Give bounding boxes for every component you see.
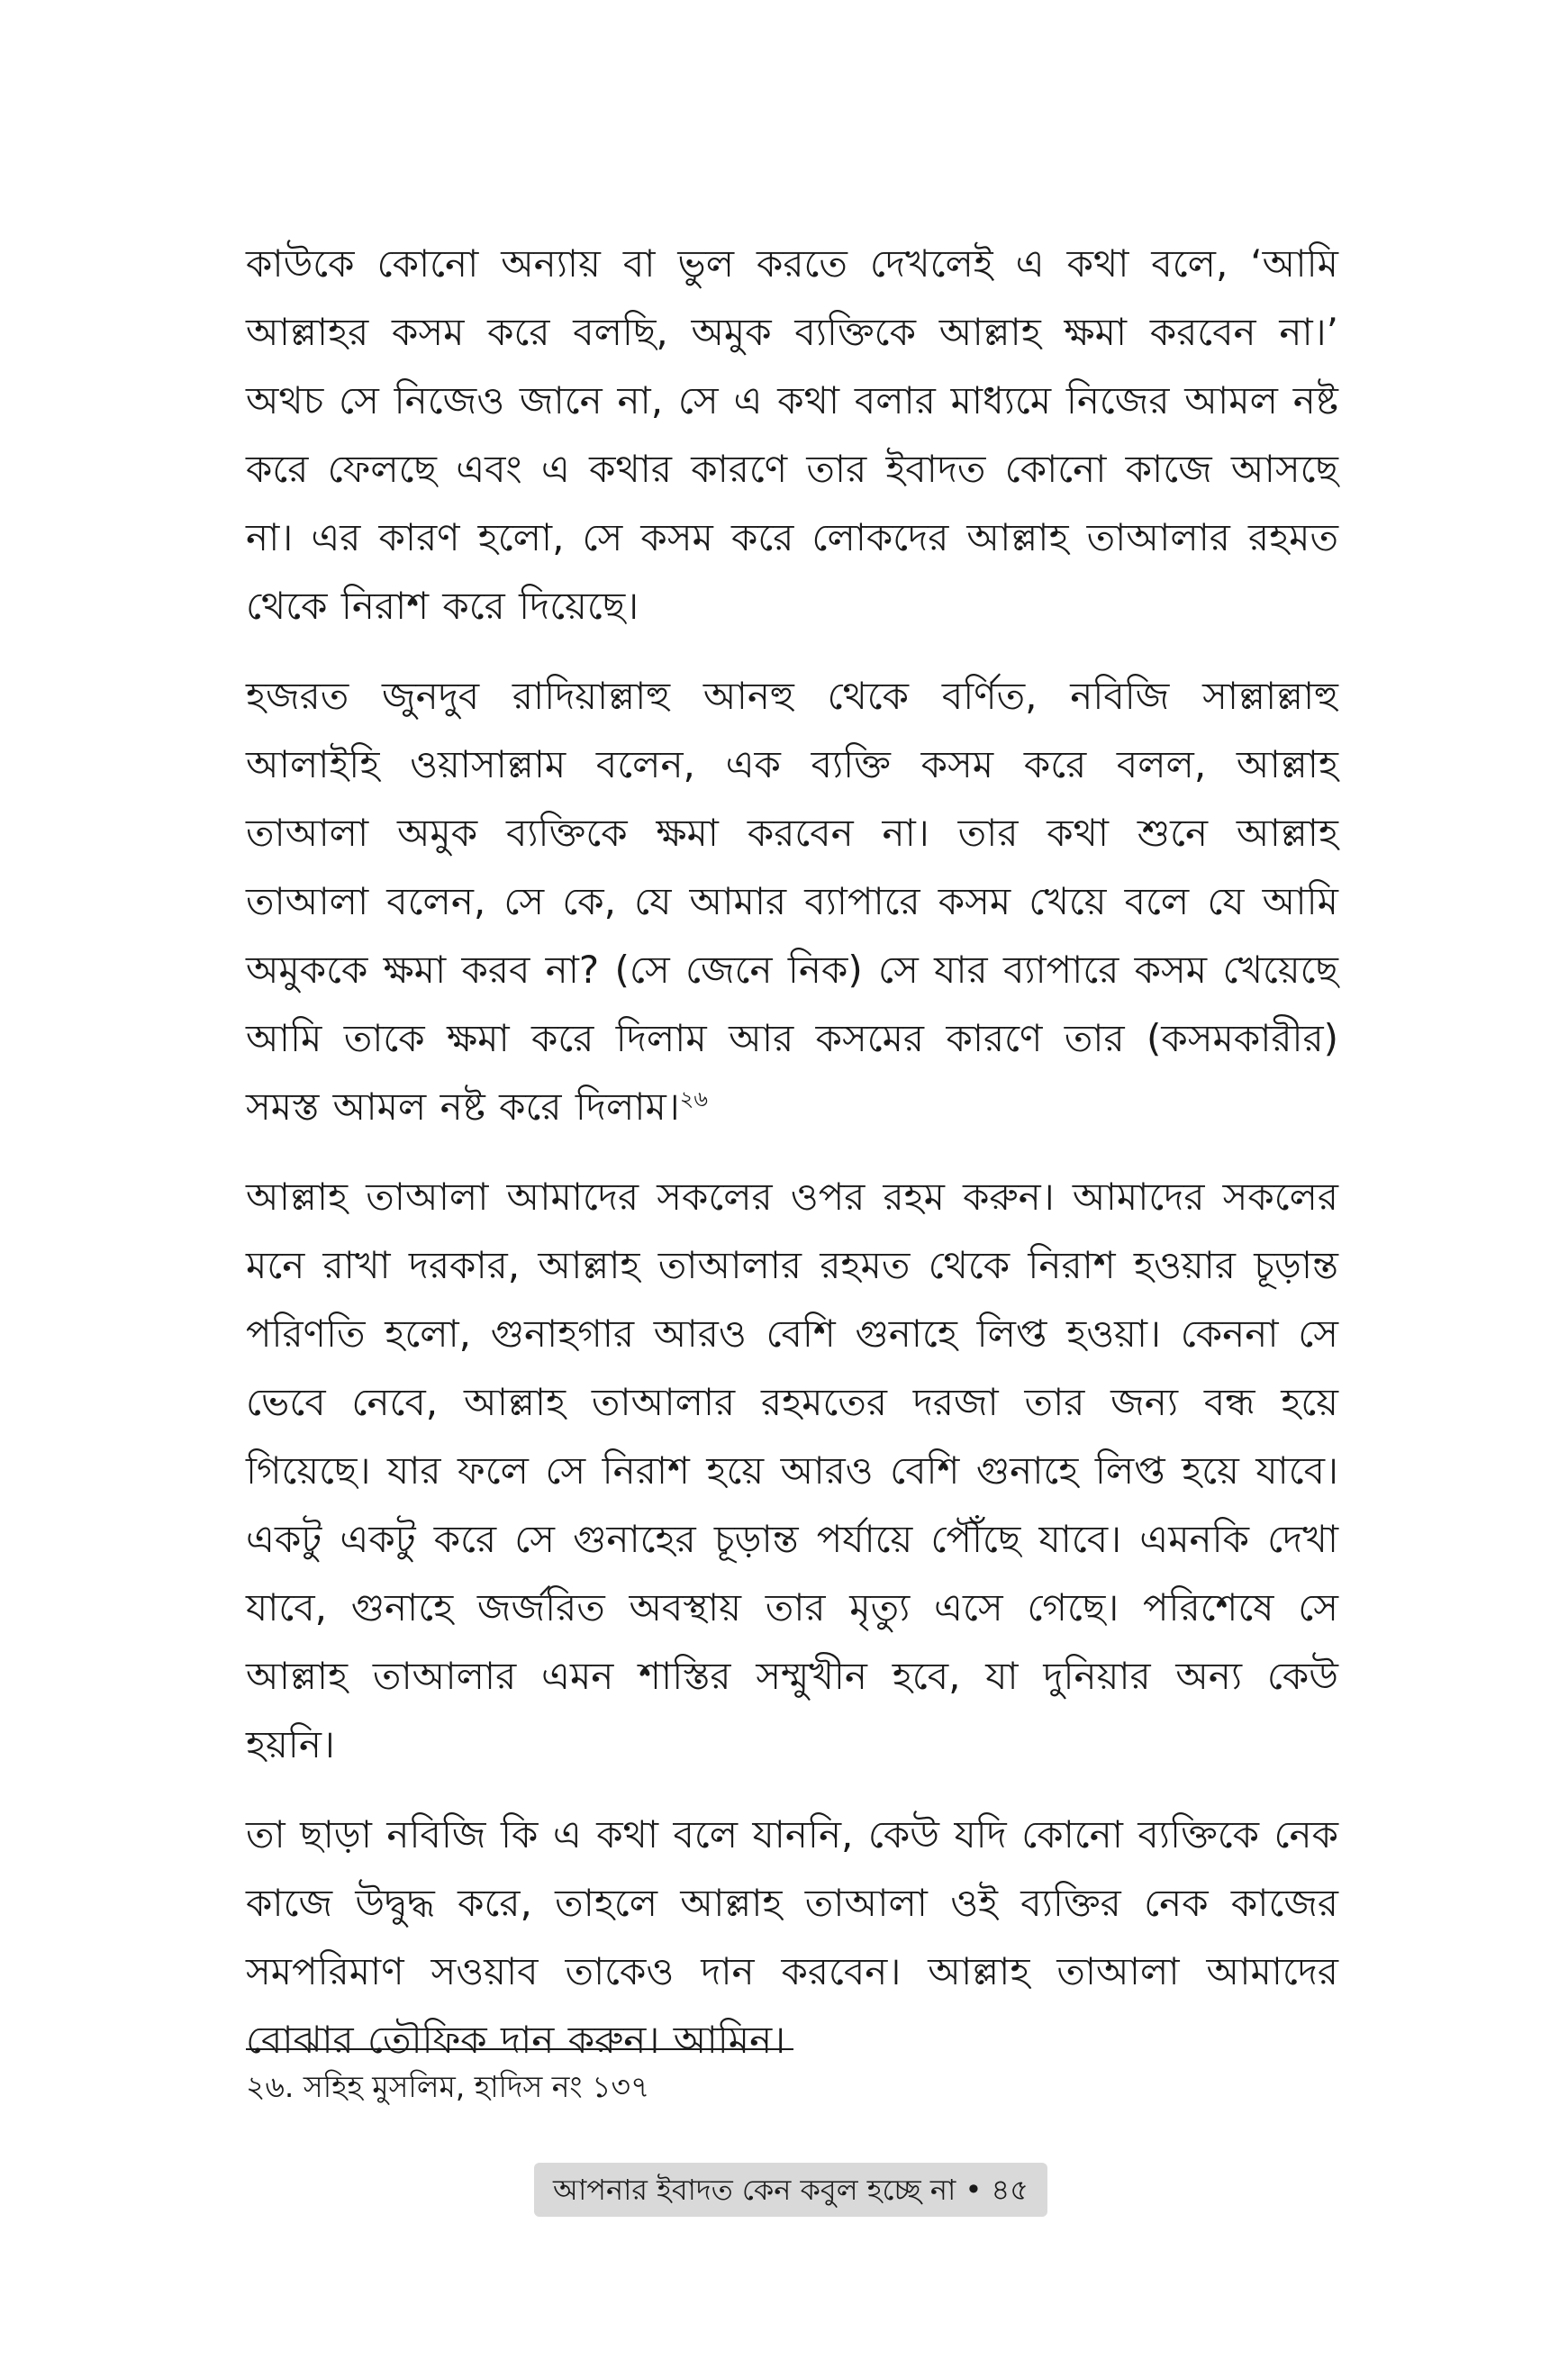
footer-book-title: আপনার ইবাদত কেন কবুল হচ্ছে না — [552, 2173, 956, 2207]
body-text — [246, 230, 1338, 2096]
page-number: ৪৫ — [991, 2173, 1029, 2207]
paragraph-2-text: হজরত জুনদুব রাদিয়াল্লাহু আনহু থেকে বর্ণিত, নবিজি সাল্লাল্লাহু আলাইহি ওয়াসাল্লাম বলেন, এক ব্যক্তি কসম করে বলল, আল্লাহ তাআলা অমুক ব্যক্তিকে ক্ষমা করবেন না। তার কথা শুনে আল্লাহ তাআলা বলেন, সে কে, যে আমার ব্যাপারে কসম খেয়ে বলে যে আমি অমুককে ক্ষমা করব না? (সে জেনে নিক) সে যার ব্যাপারে কসম খেয়েছে আমি তাকে ক্ষমা করে দিলাম আর কসমের কারণে তার (কসমকারীর) সমস্ত আমল নষ্ট করে দিলাম। — [246, 674, 1338, 1129]
paragraph-1-text: কাউকে কোনো অন্যায় বা ভুল করতে দেখলেই এ কথা বলে, ‘আমি আল্লাহর কসম করে বলছি, অমুক ব্যক্তিকে আল্লাহ ক্ষমা করবেন না।’ অথচ সে নিজেও জানে না, সে এ কথা বলার মাধ্যমে নিজের আমল নষ্ট করে ফেলছে এবং এ কথার কারণে তার ইবাদত কোনো কাজে আসছে না। এর কারণ হলো, সে কসম করে লোকদের আল্লাহ তাআলার রহমত থেকে নিরাশ করে দিয়েছে। — [246, 241, 1338, 628]
paragraph-3-text: আল্লাহ তাআলা আমাদের সকলের ওপর রহম করুন। আমাদের সকলের মনে রাখা দরকার, আল্লাহ তাআলার রহমত থেকে নিরাশ হওয়ার চূড়ান্ত পরিণতি হলো, গুনাহগার আরও বেশি গুনাহে লিপ্ত হওয়া। কেননা সে ভেবে নেবে, আল্লাহ তাআলার রহমতের দরজা তার জন্য বন্ধ হয়ে গিয়েছে। যার ফলে সে নিরাশ হয়ে আরও বেশি গুনাহে লিপ্ত হয়ে যাবে। একটু একটু করে সে গুনাহের চূড়ান্ত পর্যায়ে পৌঁছে যাবে। এমনকি দেখা যাবে, গুনাহে জর্জরিত অবস্থায় তার মৃত্যু এসে গেছে। পরিশেষে সে আল্লাহ তাআলার এমন শাস্তির সম্মুখীন হবে, যা দুনিয়ার অন্য কেউ হয়নি। — [246, 1175, 1338, 1766]
paragraph-4 — [246, 1801, 1338, 2074]
footnote-divider — [246, 2048, 793, 2050]
footer-separator: • — [965, 2173, 983, 2207]
paragraph-1 — [246, 230, 1338, 640]
footnote-text: ২৬. সহিহ মুসলিম, হাদিস নং ১৩৭ — [246, 2069, 650, 2104]
paragraph-2 — [246, 662, 1338, 1141]
paragraph-3 — [246, 1163, 1338, 1779]
footnote-reference[interactable]: ২৬ — [679, 1086, 709, 1112]
running-footer — [534, 2163, 1047, 2217]
paragraph-4-text: তা ছাড়া নবিজি কি এ কথা বলে যাননি, কেউ যদি কোনো ব্যক্তিকে নেক কাজে উদ্বুদ্ধ করে, তাহলে আল্লাহ তাআলা ওই ব্যক্তির নেক কাজের সমপরিমাণ সওয়াব তাকেও দান করবেন। আল্লাহ তাআলা আমাদের বোঝার তৌফিক দান করুন। আমিন। — [246, 1812, 1338, 2062]
